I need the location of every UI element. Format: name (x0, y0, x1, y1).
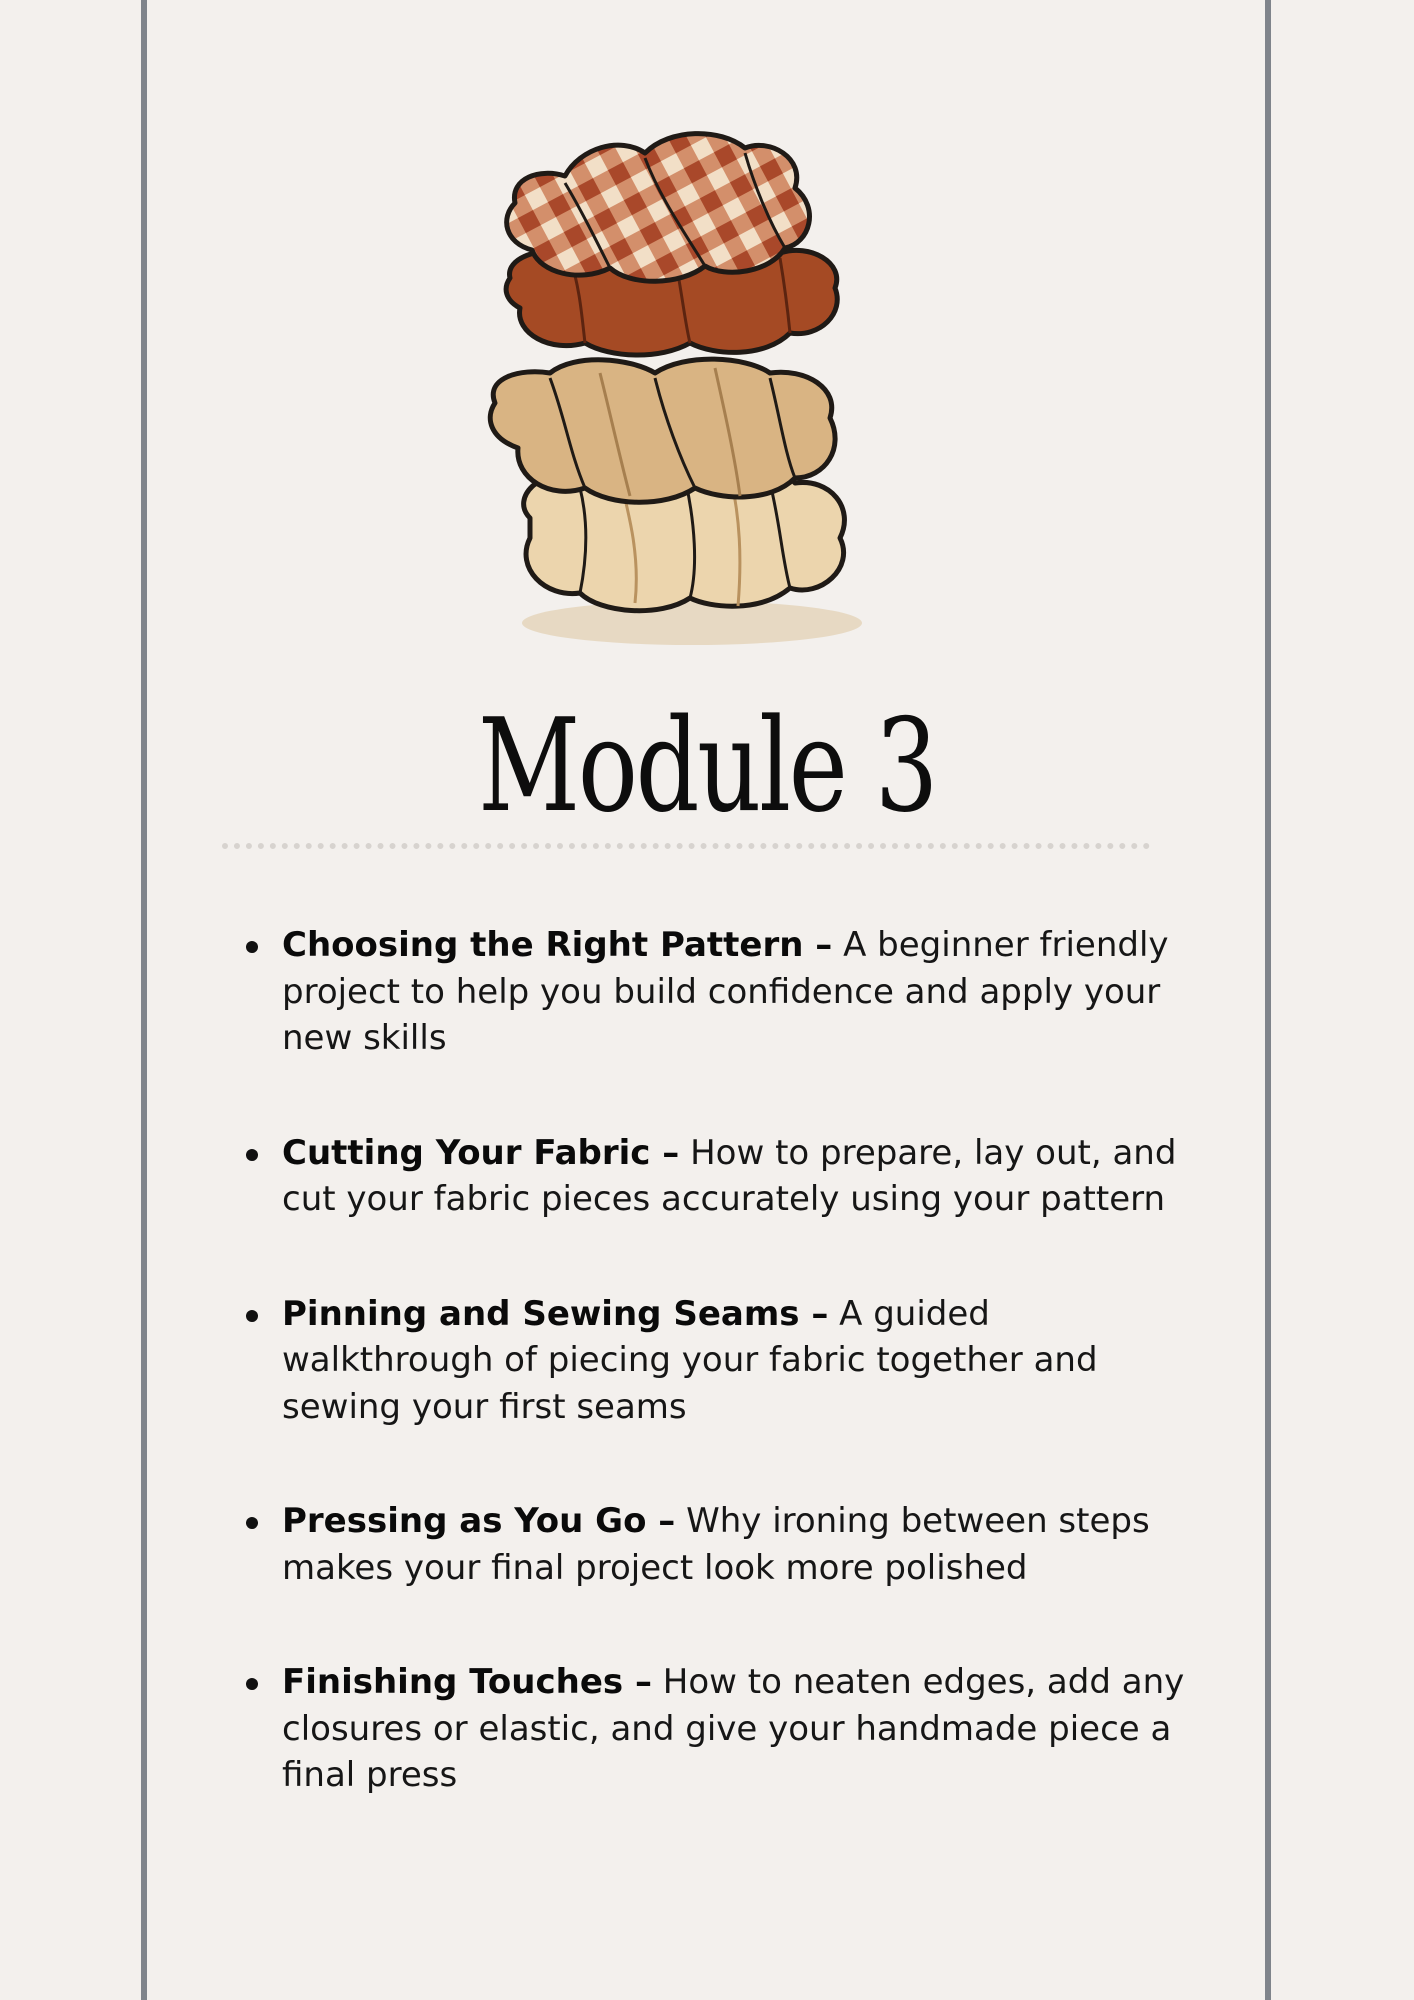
topic-description: A beginner friendly project to help you build confidence and apply your new skills (282, 925, 1169, 1058)
right-border-rule (1265, 0, 1271, 2000)
gingham-scrunchie (507, 134, 810, 282)
topic-heading: Pinning and Sewing Seams – (282, 1293, 829, 1334)
topic-heading: Pressing as You Go – (282, 1501, 676, 1541)
topic-description: A guided walkthrough of piecing your fabric together and sewing your first seams (282, 1293, 1098, 1427)
topic-heading: Finishing Touches – (282, 1662, 652, 1702)
topic-heading: Cutting Your Fabric – (282, 1132, 680, 1173)
topic-heading: Choosing the Right Pattern – (282, 925, 833, 965)
scrunchie-stack-illustration (470, 128, 900, 668)
list-item (240, 1130, 1200, 1223)
list-item (240, 922, 1200, 1062)
topic-description: How to prepare, lay out, and cut your fabric pieces accurately using your pattern (282, 1132, 1177, 1219)
list-item (240, 1659, 1200, 1799)
left-border-rule (141, 0, 147, 2000)
list-item (240, 1291, 1200, 1431)
topic-list (240, 922, 1200, 1799)
topic-description: How to neaten edges, add any closures or elastic, and give your handmade piece a final press (282, 1662, 1185, 1795)
page-title: Module 3 (477, 692, 937, 841)
topic-description: Why ironing between steps makes your final project look more polished (282, 1501, 1150, 1588)
tan-scrunchie (490, 359, 835, 502)
ground-shadow (522, 601, 862, 645)
list-item (240, 1498, 1200, 1591)
dotted-divider (222, 843, 1150, 849)
